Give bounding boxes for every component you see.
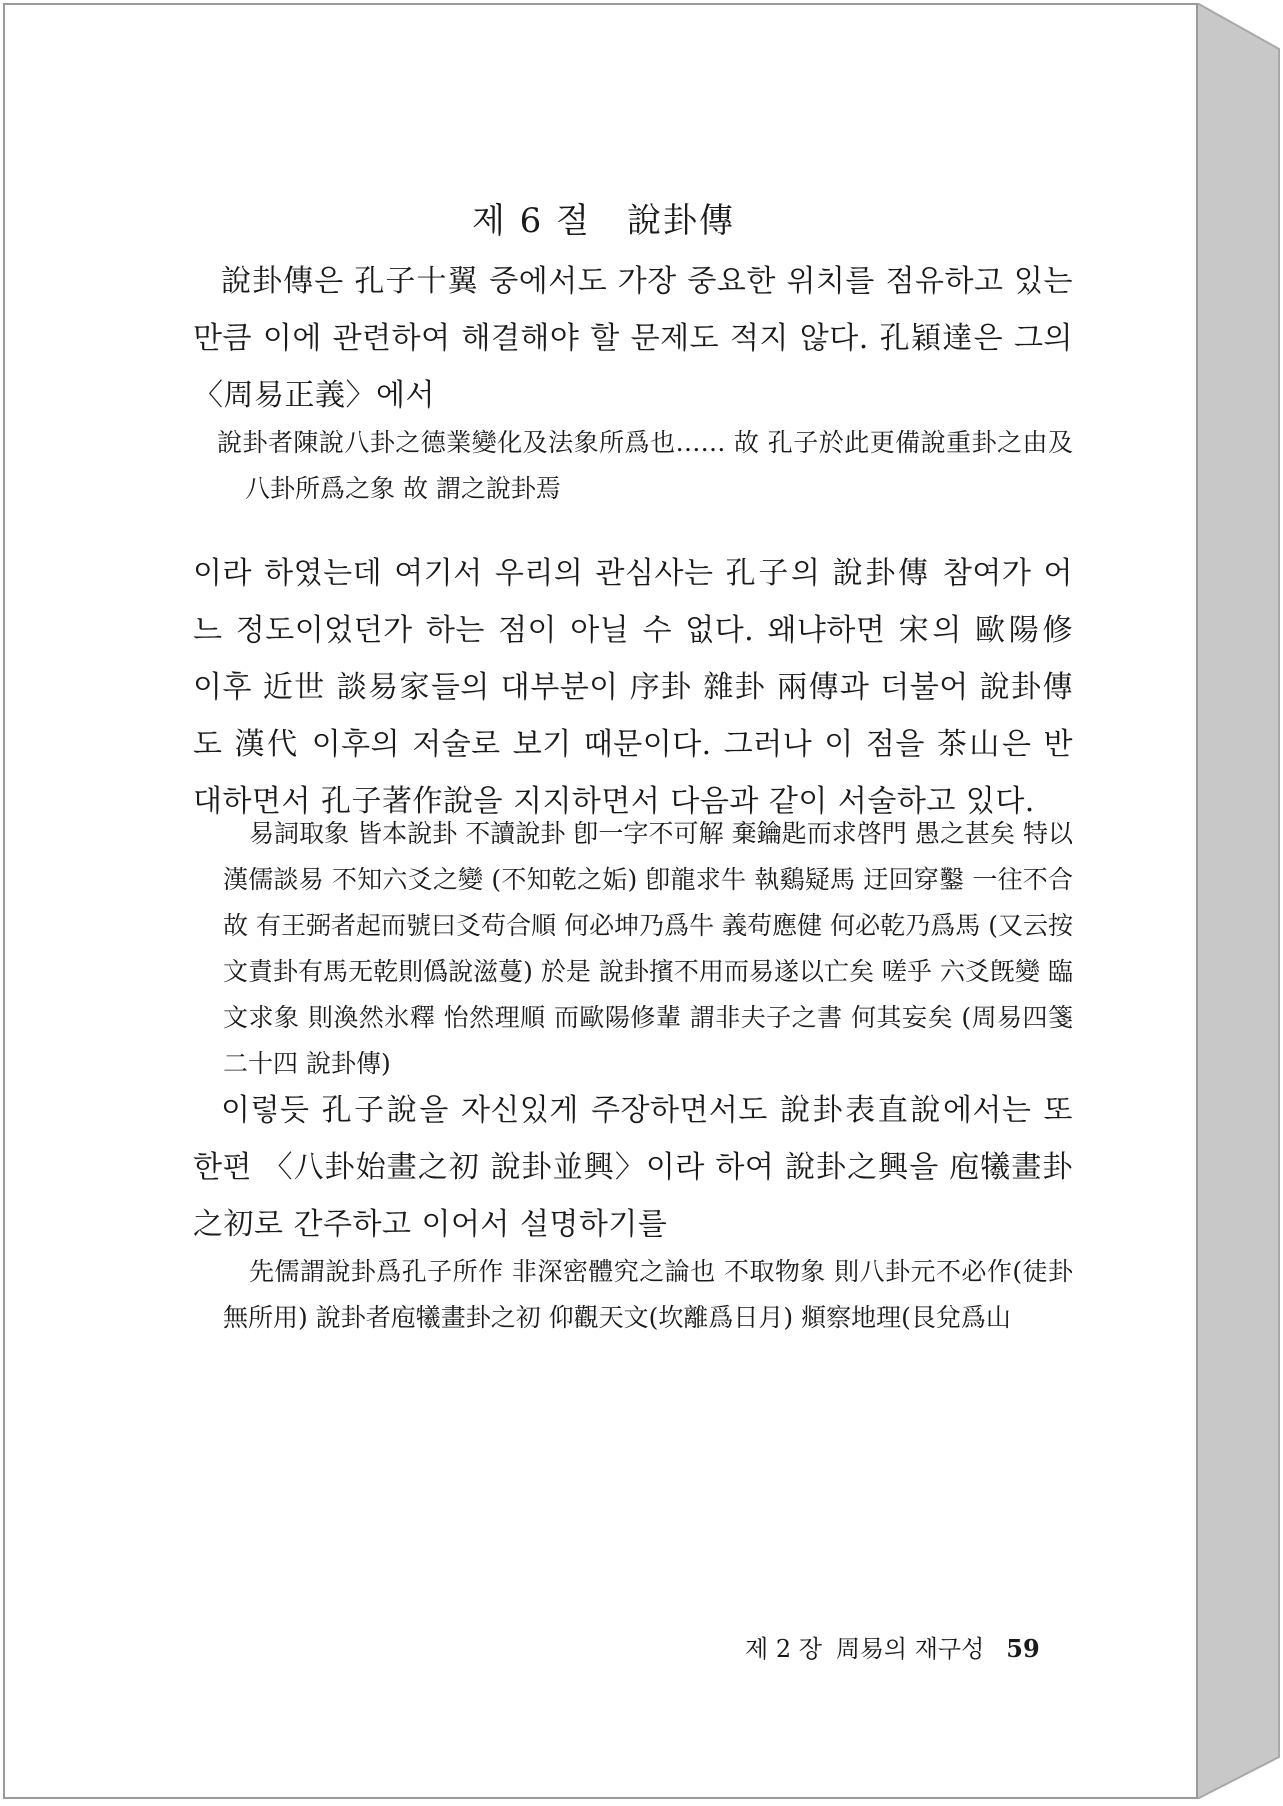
section-number: 제 6 절 [472, 201, 591, 241]
quotation-3: 先儒謂說卦爲孔子所作 非深密體究之論也 不取物象 則八卦元不必作(徒卦無所用) 說卦者庖犧畫卦之初 仰觀天文(坎離爲日月) 頫察地理(艮兌爲山 [223, 1257, 1073, 1332]
quotation-2: 易詞取象 皆本說卦 不讀說卦 卽一字不可解 棄鑰匙而求啓門 愚之甚矣 特以漢儒談易 不知六爻之變 (不知乾之姤) 卽龍求牛 執鷄疑馬 迂回穿鑿 一往不合 故 有王弼者起而號曰爻苟合順 何必坤乃爲牛 義苟應健 何必乾乃爲馬 (又云按文責卦有馬无乾則僞說滋蔓) 於是 說卦擯不用而易遂以亡矣 嗟乎 六爻旣變 臨文求象 則渙然氷釋 怡然理順 而歐陽修輩 謂非夫子之書 何其妄矣 (周易四箋二十四 說卦傳) [223, 819, 1073, 1078]
footer-chapter-title: 周易의 재구성 [835, 1635, 985, 1663]
section-heading [5, 193, 1202, 242]
footer-chapter: 제 2 장 [745, 1635, 822, 1663]
quotation-1: 說卦者陳說八卦之德業變化及法象所爲也…… 故 孔子於此更備說重卦之由及八卦所爲之象 故 謂之說卦焉 [217, 428, 1073, 503]
page-stack-edge-graphic [1197, 3, 1281, 1799]
book-page [3, 3, 1198, 1799]
page-stack-edge [1197, 3, 1281, 1799]
section-title: 說卦傳 [626, 201, 735, 241]
paragraph-1: 說卦傳은 孔子十翼 중에서도 가장 중요한 위치를 점유하고 있는 만큼 이에 관련하여 해결해야 할 문제도 적지 않다. 孔穎達은 그의 〈周易正義〉에서 [193, 264, 1073, 413]
page-footer [745, 1629, 1040, 1664]
paragraph-2: 이라 하였는데 여기서 우리의 관심사는 孔子의 說卦傳 참여가 어느 정도이었던가 하는 점이 아닐 수 없다. 왜냐하면 宋의 歐陽修 이후 近世 談易家들의 대부분이 序卦 雜卦 兩傳과 더불어 說卦傳도 漢代 이후의 저술로 보기 때문이다. 그러나 이 점을 茶山은 반대하면서 孔子著作說을 지지하면서 다음과 같이 서술하고 있다. [193, 556, 1073, 819]
paragraph-3: 이렇듯 孔子說을 자신있게 주장하면서도 說卦表直說에서는 또 한편 〈八卦始畫之初 說卦並興〉이라 하여 說卦之興을 庖犧畫卦之初로 간주하고 이어서 설명하기를 [193, 1093, 1073, 1242]
page-number: 59 [1006, 1634, 1040, 1663]
